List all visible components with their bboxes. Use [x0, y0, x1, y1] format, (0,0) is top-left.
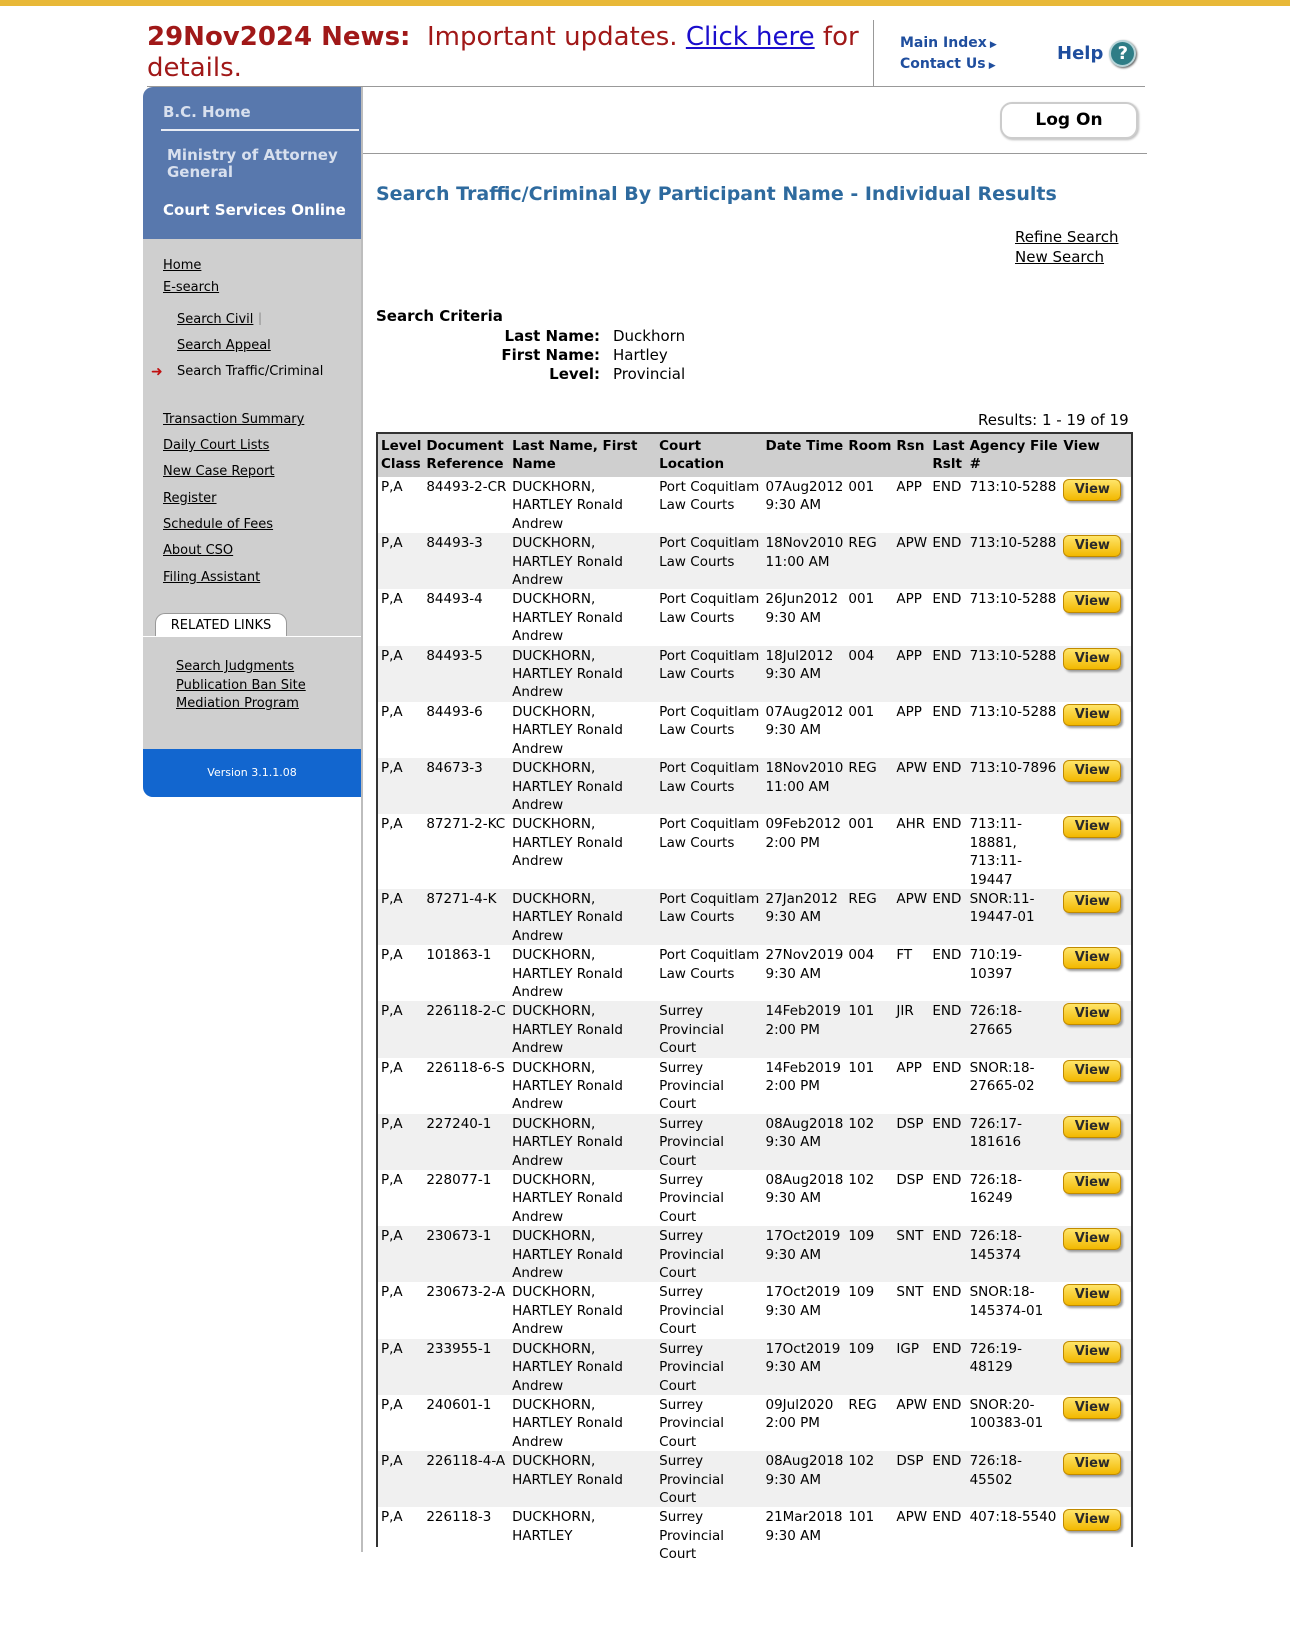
row-document-reference: 226118-3: [423, 1507, 509, 1563]
row-agency-file: 710:19-10397: [967, 945, 1061, 1001]
view-button[interactable]: View: [1063, 479, 1121, 501]
search-criteria-heading: Search Criteria: [376, 307, 503, 325]
sidebar-header: [143, 87, 361, 239]
row-last-rslt: END: [929, 814, 966, 889]
row-agency-file: 726:18-145374: [967, 1226, 1061, 1282]
first-name-value: Hartley: [613, 346, 668, 364]
row-document-reference: 84673-3: [423, 758, 509, 814]
row-view-cell: [1060, 1507, 1131, 1563]
sidebar-header-divider: [161, 129, 359, 131]
row-last-rslt: END: [929, 1507, 966, 1563]
row-view-cell: [1060, 889, 1131, 945]
row-document-reference: 230673-2-A: [423, 1282, 509, 1338]
row-date-time: 08Aug2018 9:30 AM: [762, 1114, 845, 1170]
row-last-rslt: END: [929, 1282, 966, 1338]
row-rsn: IGP: [893, 1339, 929, 1395]
header-divider: [873, 20, 874, 86]
page-title: Search Traffic/Criminal By Participant Name - Individual Results: [376, 183, 1057, 205]
table-row: [378, 1058, 1131, 1114]
row-court-location: Port Coquitlam Law Courts: [656, 758, 762, 814]
table-row: [378, 945, 1131, 1001]
first-name-label: First Name:: [501, 346, 600, 364]
row-rsn: DSP: [893, 1114, 929, 1170]
row-date-time: 26Jun2012 9:30 AM: [762, 589, 845, 645]
row-date-time: 14Feb2019 2:00 PM: [762, 1001, 845, 1057]
row-agency-file: 726:19-48129: [967, 1339, 1061, 1395]
table-row: [378, 1451, 1131, 1507]
news-text: Important updates.: [426, 22, 678, 52]
row-rsn: APP: [893, 589, 929, 645]
row-view-cell: [1060, 646, 1131, 702]
row-rsn: APW: [893, 533, 929, 589]
row-agency-file: 713:10-5288: [967, 589, 1061, 645]
row-name: DUCKHORN, HARTLEY Ronald Andrew: [509, 1226, 656, 1282]
row-rsn: JIR: [893, 1001, 929, 1057]
related-mediation-program[interactable]: Mediation Program: [176, 696, 299, 711]
row-court-location: Port Coquitlam Law Courts: [656, 477, 762, 533]
table-row: [378, 1395, 1131, 1451]
row-view-cell: [1060, 477, 1131, 533]
row-name: DUCKHORN, HARTLEY Ronald: [509, 1451, 656, 1507]
cso-title: Court Services Online: [163, 201, 346, 219]
row-name: DUCKHORN, HARTLEY Ronald Andrew: [509, 814, 656, 889]
version-label: Version 3.1.1.08: [143, 749, 361, 797]
col-court-location[interactable]: Court Location: [656, 434, 762, 477]
last-name-label: Last Name:: [504, 327, 600, 345]
row-view-cell: [1060, 533, 1131, 589]
row-date-time: 27Jan2012 9:30 AM: [762, 889, 845, 945]
col-agency-file[interactable]: Agency File #: [967, 434, 1061, 477]
view-button[interactable]: View: [1063, 1060, 1121, 1082]
row-agency-file: 713:10-5288: [967, 477, 1061, 533]
row-view-cell: [1060, 1451, 1131, 1507]
row-document-reference: 84493-3: [423, 533, 509, 589]
row-level-class: P,A: [378, 1001, 423, 1057]
row-date-time: 08Aug2018 9:30 AM: [762, 1451, 845, 1507]
view-button[interactable]: View: [1063, 648, 1121, 670]
row-document-reference: 84493-2-CR: [423, 477, 509, 533]
sidebar-item-new-case-report[interactable]: New Case Report: [163, 464, 275, 479]
row-agency-file: SNOR:20-100383-01: [967, 1395, 1061, 1451]
row-name: DUCKHORN, HARTLEY Ronald Andrew: [509, 702, 656, 758]
row-date-time: 21Mar2018 9:30 AM: [762, 1507, 845, 1563]
row-court-location: Surrey Provincial Court: [656, 1170, 762, 1226]
row-last-rslt: END: [929, 477, 966, 533]
sidebar-item-home[interactable]: Home: [163, 258, 202, 273]
row-last-rslt: END: [929, 1339, 966, 1395]
row-name: DUCKHORN, HARTLEY Ronald Andrew: [509, 758, 656, 814]
content-border: [361, 87, 363, 1552]
news-link[interactable]: Click here: [685, 22, 815, 52]
row-room: 109: [845, 1339, 893, 1395]
table-row: [378, 1226, 1131, 1282]
table-row: [378, 589, 1131, 645]
row-last-rslt: END: [929, 1058, 966, 1114]
row-last-rslt: END: [929, 702, 966, 758]
row-rsn: APW: [893, 1507, 929, 1563]
sidebar-item-daily-court-lists[interactable]: Daily Court Lists: [163, 438, 270, 453]
row-room: 004: [845, 945, 893, 1001]
current-page-arrow-icon: ➜: [151, 364, 163, 380]
row-level-class: P,A: [378, 702, 423, 758]
col-level-class[interactable]: Level Class: [378, 434, 423, 477]
results-table: [376, 432, 1133, 1563]
row-level-class: P,A: [378, 1226, 423, 1282]
log-on-button[interactable]: Log On: [1000, 102, 1138, 139]
row-level-class: P,A: [378, 1395, 423, 1451]
row-name: DUCKHORN, HARTLEY Ronald Andrew: [509, 1001, 656, 1057]
related-search-judgments[interactable]: Search Judgments: [176, 659, 295, 674]
row-name: DUCKHORN, HARTLEY Ronald Andrew: [509, 1395, 656, 1451]
table-row: [378, 477, 1131, 533]
row-court-location: Surrey Provincial Court: [656, 1001, 762, 1057]
row-view-cell: [1060, 1226, 1131, 1282]
row-document-reference: 84493-6: [423, 702, 509, 758]
table-row: [378, 1114, 1131, 1170]
row-date-time: 09Jul2020 2:00 PM: [762, 1395, 845, 1451]
row-level-class: P,A: [378, 889, 423, 945]
row-room: REG: [845, 533, 893, 589]
row-level-class: P,A: [378, 1507, 423, 1563]
news-suffix: for details.: [147, 22, 859, 83]
view-button[interactable]: View: [1063, 1341, 1121, 1363]
row-rsn: DSP: [893, 1170, 929, 1226]
logon-rule: [363, 153, 1147, 154]
table-row: [378, 758, 1131, 814]
row-view-cell: [1060, 1282, 1131, 1338]
row-room: REG: [845, 1395, 893, 1451]
new-search-link[interactable]: New Search: [1015, 248, 1105, 266]
sidebar-item-search-appeal[interactable]: Search Appeal: [177, 338, 271, 353]
col-name[interactable]: Last Name, First Name: [509, 434, 656, 477]
related-links-rule: [143, 636, 361, 637]
row-rsn: DSP: [893, 1451, 929, 1507]
row-rsn: SNT: [893, 1226, 929, 1282]
row-view-cell: [1060, 589, 1131, 645]
view-button[interactable]: View: [1063, 1116, 1121, 1138]
top-links: [900, 34, 997, 76]
row-name: DUCKHORN, HARTLEY: [509, 1507, 656, 1563]
row-last-rslt: END: [929, 1451, 966, 1507]
row-court-location: Surrey Provincial Court: [656, 1282, 762, 1338]
row-agency-file: 713:10-5288: [967, 702, 1061, 758]
row-document-reference: 84493-4: [423, 589, 509, 645]
col-room[interactable]: Room: [845, 434, 893, 477]
row-agency-file: 726:17-181616: [967, 1114, 1061, 1170]
view-button[interactable]: View: [1063, 1228, 1121, 1250]
row-name: DUCKHORN, HARTLEY Ronald Andrew: [509, 945, 656, 1001]
row-level-class: P,A: [378, 945, 423, 1001]
row-last-rslt: END: [929, 945, 966, 1001]
row-view-cell: [1060, 758, 1131, 814]
row-date-time: 17Oct2019 9:30 AM: [762, 1339, 845, 1395]
row-date-time: 18Nov2010 11:00 AM: [762, 533, 845, 589]
news-banner: [147, 22, 867, 84]
row-name: DUCKHORN, HARTLEY Ronald Andrew: [509, 646, 656, 702]
refine-search-link[interactable]: Refine Search: [1015, 228, 1119, 246]
row-agency-file: SNOR:11-19447-01: [967, 889, 1061, 945]
row-room: 102: [845, 1170, 893, 1226]
row-date-time: 07Aug2012 9:30 AM: [762, 702, 845, 758]
row-last-rslt: END: [929, 646, 966, 702]
sidebar-item-esearch[interactable]: E-search: [163, 280, 220, 295]
sidebar-item-schedule-of-fees[interactable]: Schedule of Fees: [163, 517, 274, 532]
row-rsn: APW: [893, 758, 929, 814]
last-name-value: Duckhorn: [613, 327, 686, 345]
view-button[interactable]: View: [1063, 1172, 1121, 1194]
row-rsn: APW: [893, 889, 929, 945]
row-room: 109: [845, 1226, 893, 1282]
row-date-time: 08Aug2018 9:30 AM: [762, 1170, 845, 1226]
row-name: DUCKHORN, HARTLEY Ronald Andrew: [509, 477, 656, 533]
row-court-location: Port Coquitlam Law Courts: [656, 945, 762, 1001]
table-row: [378, 646, 1131, 702]
row-court-location: Surrey Provincial Court: [656, 1058, 762, 1114]
row-level-class: P,A: [378, 589, 423, 645]
sidebar-item-filing-assistant[interactable]: Filing Assistant: [163, 570, 261, 585]
table-row: [378, 814, 1131, 889]
row-rsn: SNT: [893, 1282, 929, 1338]
row-room: 101: [845, 1507, 893, 1563]
row-last-rslt: END: [929, 1395, 966, 1451]
row-room: 109: [845, 1282, 893, 1338]
row-view-cell: [1060, 1170, 1131, 1226]
row-rsn: FT: [893, 945, 929, 1001]
question-mark-icon: ?: [1109, 40, 1136, 67]
view-button[interactable]: View: [1063, 704, 1121, 726]
row-view-cell: [1060, 1395, 1131, 1451]
row-last-rslt: END: [929, 1226, 966, 1282]
row-name: DUCKHORN, HARTLEY Ronald Andrew: [509, 889, 656, 945]
row-last-rslt: END: [929, 1170, 966, 1226]
row-document-reference: 226118-4-A: [423, 1451, 509, 1507]
table-body: [378, 477, 1131, 1564]
row-level-class: P,A: [378, 1451, 423, 1507]
row-view-cell: [1060, 1114, 1131, 1170]
row-court-location: Port Coquitlam Law Courts: [656, 646, 762, 702]
row-date-time: 18Nov2010 11:00 AM: [762, 758, 845, 814]
sidebar-item-about-cso[interactable]: About CSO: [163, 543, 234, 558]
row-rsn: APP: [893, 646, 929, 702]
row-last-rslt: END: [929, 889, 966, 945]
row-court-location: Port Coquitlam Law Courts: [656, 889, 762, 945]
view-button[interactable]: View: [1063, 591, 1121, 613]
sidebar-item-register[interactable]: Register: [163, 491, 217, 506]
col-rsn[interactable]: Rsn: [893, 434, 929, 477]
view-button[interactable]: View: [1063, 1397, 1121, 1419]
col-date-time[interactable]: Date Time: [762, 434, 845, 477]
row-agency-file: 713:10-5288: [967, 533, 1061, 589]
row-room: 102: [845, 1451, 893, 1507]
related-publication-ban[interactable]: Publication Ban Site: [176, 678, 306, 693]
row-date-time: 17Oct2019 9:30 AM: [762, 1282, 845, 1338]
view-button[interactable]: View: [1063, 760, 1121, 782]
row-agency-file: SNOR:18-27665-02: [967, 1058, 1061, 1114]
row-agency-file: 407:18-5540: [967, 1507, 1061, 1563]
row-name: DUCKHORN, HARTLEY Ronald Andrew: [509, 1114, 656, 1170]
table-row: [378, 702, 1131, 758]
bc-home-link[interactable]: B.C. Home: [163, 103, 251, 121]
row-room: 101: [845, 1058, 893, 1114]
row-name: DUCKHORN, HARTLEY Ronald Andrew: [509, 1058, 656, 1114]
row-last-rslt: END: [929, 1001, 966, 1057]
row-view-cell: [1060, 945, 1131, 1001]
row-agency-file: SNOR:18-145374-01: [967, 1282, 1061, 1338]
row-room: 001: [845, 814, 893, 889]
row-level-class: P,A: [378, 533, 423, 589]
row-last-rslt: END: [929, 758, 966, 814]
view-button[interactable]: View: [1063, 1003, 1121, 1025]
row-name: DUCKHORN, HARTLEY Ronald Andrew: [509, 533, 656, 589]
row-document-reference: 230673-1: [423, 1226, 509, 1282]
row-document-reference: 240601-1: [423, 1395, 509, 1451]
nav-separator: |: [258, 311, 263, 325]
related-links-tab: RELATED LINKS: [155, 613, 287, 637]
row-view-cell: [1060, 702, 1131, 758]
row-name: DUCKHORN, HARTLEY Ronald Andrew: [509, 589, 656, 645]
sidebar: [143, 87, 361, 797]
row-court-location: Port Coquitlam Law Courts: [656, 702, 762, 758]
row-agency-file: 713:10-7896: [967, 758, 1061, 814]
table-row: [378, 1001, 1131, 1057]
view-button[interactable]: View: [1063, 1284, 1121, 1306]
search-links: [1015, 227, 1118, 267]
col-view: View: [1060, 434, 1131, 477]
row-document-reference: 226118-6-S: [423, 1058, 509, 1114]
row-court-location: Port Coquitlam Law Courts: [656, 814, 762, 889]
row-document-reference: 233955-1: [423, 1339, 509, 1395]
table-row: [378, 533, 1131, 589]
sidebar-item-transaction-summary[interactable]: Transaction Summary: [163, 412, 305, 427]
table-row: [378, 1507, 1131, 1563]
news-date: 29Nov2024 News:: [147, 22, 411, 52]
row-agency-file: 726:18-45502: [967, 1451, 1061, 1507]
row-court-location: Surrey Provincial Court: [656, 1395, 762, 1451]
row-level-class: P,A: [378, 1339, 423, 1395]
row-court-location: Port Coquitlam Law Courts: [656, 589, 762, 645]
row-document-reference: 228077-1: [423, 1170, 509, 1226]
row-room: 001: [845, 702, 893, 758]
col-document-reference[interactable]: Document Reference: [423, 434, 509, 477]
row-room: 102: [845, 1114, 893, 1170]
row-level-class: P,A: [378, 1058, 423, 1114]
row-room: 004: [845, 646, 893, 702]
table-row: [378, 1170, 1131, 1226]
col-last-rslt[interactable]: Last Rslt: [929, 434, 966, 477]
row-last-rslt: END: [929, 1114, 966, 1170]
view-button[interactable]: View: [1063, 535, 1121, 557]
row-last-rslt: END: [929, 589, 966, 645]
row-agency-file: 713:11-18881, 713:11-19447: [967, 814, 1061, 889]
results-count: Results: 1 - 19 of 19: [978, 411, 1129, 429]
row-date-time: 14Feb2019 2:00 PM: [762, 1058, 845, 1114]
contact-us-link[interactable]: Contact Us ▶: [900, 55, 997, 76]
row-level-class: P,A: [378, 814, 423, 889]
row-level-class: P,A: [378, 1282, 423, 1338]
row-document-reference: 101863-1: [423, 945, 509, 1001]
row-date-time: 09Feb2012 2:00 PM: [762, 814, 845, 889]
row-court-location: Surrey Provincial Court: [656, 1114, 762, 1170]
row-document-reference: 227240-1: [423, 1114, 509, 1170]
row-view-cell: [1060, 814, 1131, 889]
row-agency-file: 726:18-16249: [967, 1170, 1061, 1226]
help-label: Help: [1057, 43, 1104, 64]
row-level-class: P,A: [378, 646, 423, 702]
row-room: REG: [845, 889, 893, 945]
table-row: [378, 1339, 1131, 1395]
row-name: DUCKHORN, HARTLEY Ronald Andrew: [509, 1282, 656, 1338]
row-court-location: Surrey Provincial Court: [656, 1507, 762, 1563]
sidebar-item-search-civil[interactable]: Search Civil: [177, 312, 254, 327]
row-agency-file: 726:18-27665: [967, 1001, 1061, 1057]
row-name: DUCKHORN, HARTLEY Ronald Andrew: [509, 1339, 656, 1395]
row-room: REG: [845, 758, 893, 814]
level-value: Provincial: [613, 365, 686, 383]
row-view-cell: [1060, 1339, 1131, 1395]
row-level-class: P,A: [378, 758, 423, 814]
table-row: [378, 889, 1131, 945]
row-level-class: P,A: [378, 477, 423, 533]
row-view-cell: [1060, 1058, 1131, 1114]
row-level-class: P,A: [378, 1170, 423, 1226]
search-criteria: [376, 327, 685, 384]
view-button[interactable]: View: [1063, 947, 1121, 969]
row-room: 001: [845, 477, 893, 533]
row-court-location: Port Coquitlam Law Courts: [656, 533, 762, 589]
row-rsn: AHR: [893, 814, 929, 889]
row-document-reference: 84493-5: [423, 646, 509, 702]
row-court-location: Surrey Provincial Court: [656, 1339, 762, 1395]
view-button[interactable]: View: [1063, 1453, 1121, 1475]
row-date-time: 07Aug2012 9:30 AM: [762, 477, 845, 533]
row-room: 001: [845, 589, 893, 645]
row-agency-file: 713:10-5288: [967, 646, 1061, 702]
row-document-reference: 87271-2-KC: [423, 814, 509, 889]
row-court-location: Surrey Provincial Court: [656, 1451, 762, 1507]
row-date-time: 27Nov2019 9:30 AM: [762, 945, 845, 1001]
ministry-link[interactable]: Ministry of Attorney General: [167, 146, 338, 181]
row-view-cell: [1060, 1001, 1131, 1057]
view-button[interactable]: View: [1063, 1509, 1121, 1531]
row-rsn: APP: [893, 1058, 929, 1114]
row-level-class: P,A: [378, 1114, 423, 1170]
sidebar-item-search-traffic-criminal[interactable]: Search Traffic/Criminal: [177, 364, 324, 379]
row-court-location: Surrey Provincial Court: [656, 1226, 762, 1282]
table-row: [378, 1282, 1131, 1338]
row-rsn: APW: [893, 1395, 929, 1451]
row-date-time: 17Oct2019 9:30 AM: [762, 1226, 845, 1282]
main-index-link[interactable]: Main Index ▶: [900, 34, 997, 55]
row-document-reference: 87271-4-K: [423, 889, 509, 945]
row-date-time: 18Jul2012 9:30 AM: [762, 646, 845, 702]
row-room: 101: [845, 1001, 893, 1057]
view-button[interactable]: View: [1063, 816, 1121, 838]
row-rsn: APP: [893, 477, 929, 533]
row-rsn: APP: [893, 702, 929, 758]
row-name: DUCKHORN, HARTLEY Ronald Andrew: [509, 1170, 656, 1226]
view-button[interactable]: View: [1063, 891, 1121, 913]
level-label: Level:: [549, 365, 600, 383]
row-last-rslt: END: [929, 533, 966, 589]
table-header-row: [378, 434, 1131, 477]
top-accent-bar: [0, 0, 1290, 6]
row-document-reference: 226118-2-C: [423, 1001, 509, 1057]
help-link[interactable]: [1057, 40, 1136, 67]
